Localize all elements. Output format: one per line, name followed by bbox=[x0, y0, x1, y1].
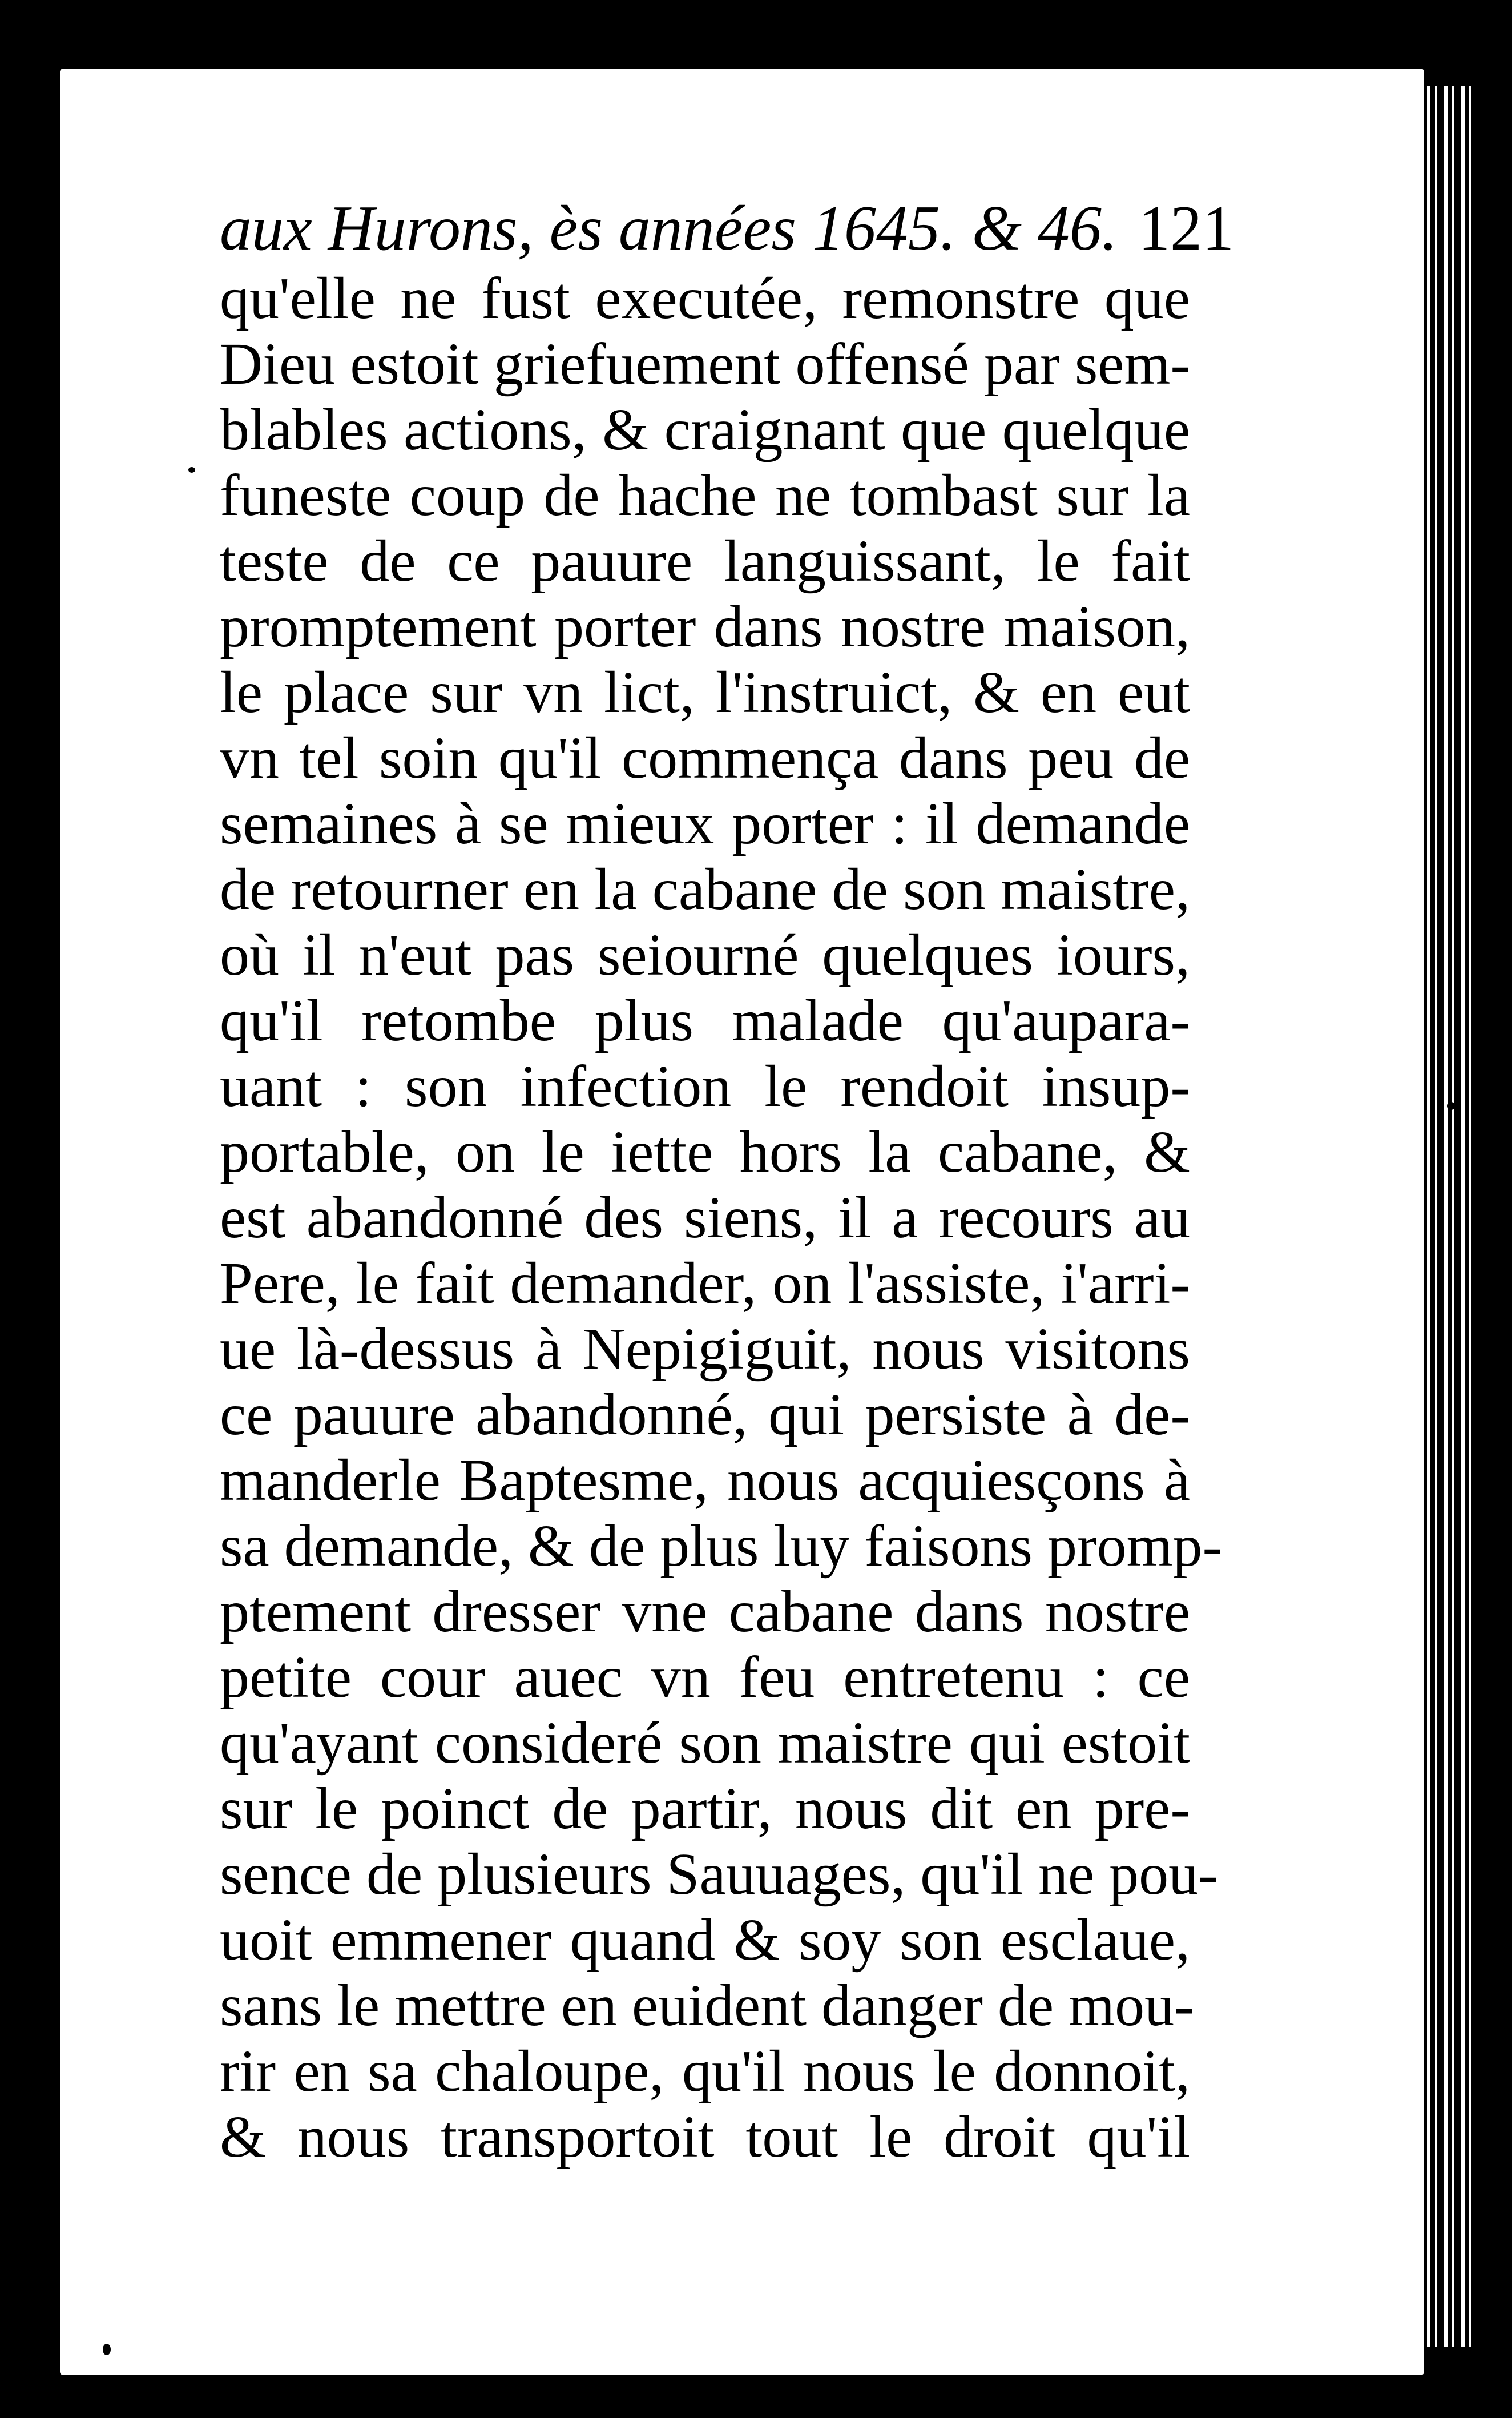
text-line: sans le mettre en euident danger de mou- bbox=[220, 1973, 1194, 2038]
text-line: rir en sa chaloupe, qu'il nous le donnoit, bbox=[220, 2038, 1190, 2104]
text-line: funeste coup de hache ne tombast sur la bbox=[220, 462, 1190, 528]
text-line: où il n'eut pas seiourné quelques iours, bbox=[220, 922, 1190, 988]
text-line: ptement dresser vne cabane dans nostre bbox=[220, 1579, 1190, 1644]
text-line: uoit emmener quand & soy son esclaue, bbox=[220, 1907, 1190, 1973]
text-line: sa demande, & de plus luy faisons promp- bbox=[220, 1513, 1223, 1579]
text-line: semaines à se mieux porter : il demande bbox=[220, 791, 1190, 856]
text-line: portable, on le iette hors la cabane, & bbox=[220, 1119, 1190, 1185]
text-line: blables actions, & craignant que quelque bbox=[220, 397, 1190, 462]
text-line: qu'elle ne fust executée, remonstre que bbox=[220, 265, 1190, 331]
text-line: ce pauure abandonné, qui persiste à de- bbox=[220, 1382, 1190, 1447]
text-line: teste de ce pauure languissant, le fait bbox=[220, 528, 1190, 594]
text-line: petite cour auec vn feu entretenu : ce bbox=[220, 1644, 1190, 1710]
page-number: 121 bbox=[1138, 193, 1235, 264]
text-line: sur le poinct de partir, nous dit en pre- bbox=[220, 1776, 1190, 1841]
text-line: ue là-dessus à Nepigiguit, nous visitons bbox=[220, 1316, 1190, 1382]
ink-speck bbox=[103, 2344, 111, 2355]
text-line: & nous transportoit tout le droit qu'il bbox=[220, 2104, 1190, 2170]
text-line: est abandonné des siens, il a recours au bbox=[220, 1185, 1190, 1250]
body-text bbox=[220, 265, 1223, 2170]
text-line: Pere, le fait demander, on l'assiste, i'arri- bbox=[220, 1250, 1190, 1316]
text-line: Dieu estoit griefuement offensé par sem- bbox=[220, 331, 1190, 397]
ink-speck bbox=[188, 467, 195, 473]
ink-speck bbox=[1447, 1102, 1455, 1110]
text-line: qu'il retombe plus malade qu'aupara- bbox=[220, 988, 1190, 1053]
text-line: uant : son infection le rendoit insup- bbox=[220, 1053, 1190, 1119]
text-line: promptement porter dans nostre maison, bbox=[220, 594, 1190, 659]
running-header bbox=[220, 188, 1235, 268]
text-line: sence de plusieurs Sauuages, qu'il ne pou- bbox=[220, 1841, 1218, 1907]
text-line: de retourner en la cabane de son maistre, bbox=[220, 856, 1190, 922]
running-title: aux Hurons, ès années 1645. & 46. bbox=[220, 193, 1118, 264]
text-line: manderle Baptesme, nous acquiesçons à bbox=[220, 1447, 1190, 1513]
text-line: qu'ayant consideré son maistre qui estoit bbox=[220, 1710, 1190, 1776]
text-line: le place sur vn lict, l'instruict, & en eut bbox=[220, 659, 1190, 725]
text-line: vn tel soin qu'il commença dans peu de bbox=[220, 725, 1190, 791]
